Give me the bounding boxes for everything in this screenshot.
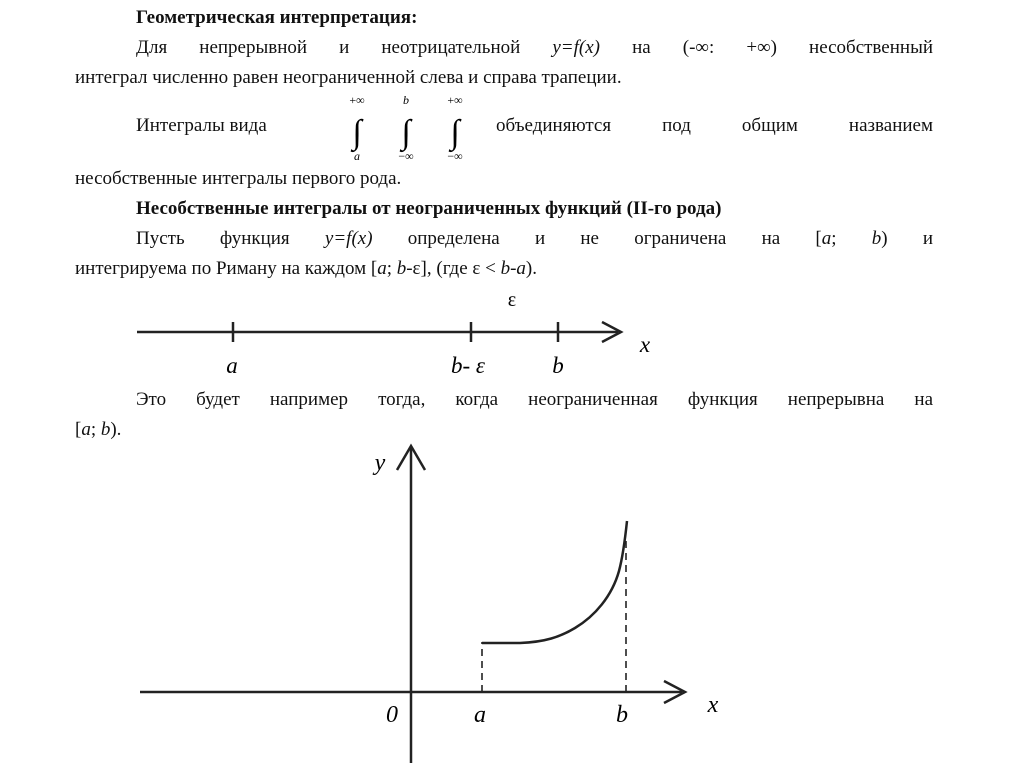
paragraph-line: интеграл численно равен неограниченной слева и справа трапеции.: [75, 67, 622, 88]
integral-1-sign: ∫: [352, 114, 362, 151]
paragraph-line: несобственные интегралы первого рода.: [75, 168, 402, 189]
text-segment: ) и: [881, 228, 933, 249]
var-a: a: [377, 258, 387, 279]
heading-improper-integrals-2nd-kind: Несобственные интегралы от неограниченных функций (II-го рода): [136, 198, 722, 219]
text-segment: Это будет например тогда, когда неограниченная функция непрерывна на: [136, 389, 933, 410]
tick-label-b: b: [552, 353, 564, 378]
graph-x-label: x: [707, 692, 719, 718]
text-segment: определена и не ограничена на [: [372, 228, 822, 249]
text-segment: Пусть функция: [136, 228, 325, 249]
paragraph-line: [75, 36, 933, 60]
graph-b-label: b: [616, 702, 628, 728]
var-a: a: [81, 419, 91, 440]
formula-yfx: y=f(x): [552, 37, 600, 58]
epsilon-label: ε: [507, 289, 517, 311]
text-segment: ).: [525, 258, 537, 279]
var-b-minus-a: b-a: [500, 258, 526, 279]
axis-label-x: x: [639, 332, 651, 357]
graph-y-label: y: [374, 450, 386, 476]
paragraph-line: [75, 388, 933, 412]
integrals-suffix: объединяются под общим названием: [496, 115, 933, 136]
var-b: b: [396, 258, 407, 279]
heading-geometric-interpretation: Геометрическая интерпретация:: [136, 7, 418, 28]
integral-1-lower: a: [354, 149, 360, 163]
formula-yfx: y=f(x): [324, 228, 373, 249]
tick-label-a: a: [226, 353, 238, 378]
integral-2-lower: −∞: [398, 149, 414, 163]
paragraph-line: [75, 257, 933, 281]
y-axis-arrow: [397, 446, 425, 470]
integral-3-sign: ∫: [450, 114, 460, 151]
x-axis-arrow: [664, 681, 685, 703]
graph-a-label: a: [474, 702, 486, 728]
paragraph-line: [75, 227, 933, 251]
integral-3: [447, 93, 462, 163]
number-line-arrow: [602, 322, 621, 342]
integral-3-lower: −∞: [447, 149, 463, 163]
text-segment: [: [75, 419, 82, 440]
integral-1: [349, 93, 364, 163]
var-a: a: [821, 228, 832, 249]
integral-2-sign: ∫: [401, 114, 411, 151]
var-b: b: [100, 419, 111, 440]
graph-origin-label: 0: [386, 702, 398, 728]
text-segment: Для непрерывной и неотрицательной: [136, 37, 553, 58]
text-segment: ;: [831, 228, 872, 249]
text-segment: ).: [110, 419, 122, 440]
integral-2: [398, 93, 413, 163]
text-segment: -ε], (где ε <: [406, 258, 501, 279]
paragraph-line: [75, 418, 933, 442]
integral-1-upper: +∞: [349, 93, 365, 107]
integral-3-upper: +∞: [447, 93, 463, 107]
integral-2-upper: b: [403, 93, 409, 107]
integrals-prefix: Интегралы вида: [136, 115, 267, 136]
text-segment: на (-∞: +∞) несобственный: [600, 37, 933, 58]
function-curve: [482, 521, 627, 643]
text-segment: интегрируема по Риману на каждом [: [75, 258, 378, 279]
text-segment: ;: [90, 419, 101, 440]
tick-label-b-eps: b- ε: [451, 353, 485, 378]
var-b: b: [871, 228, 882, 249]
text-segment: ;: [386, 258, 397, 279]
